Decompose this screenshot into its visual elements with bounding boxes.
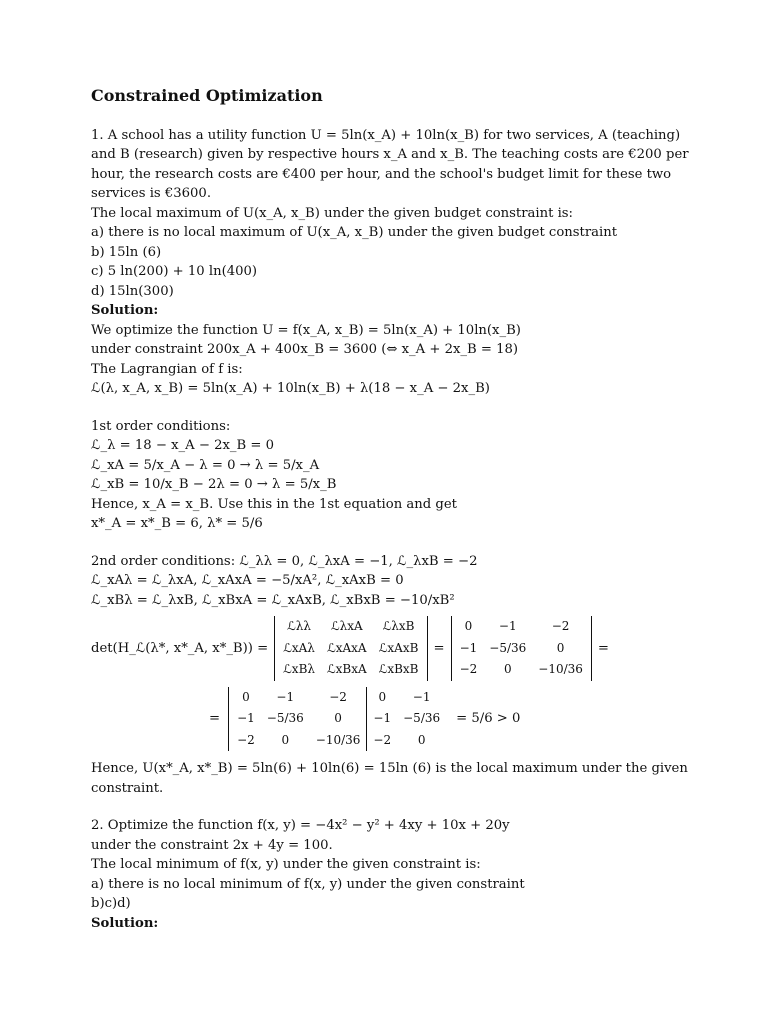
q2-line: under the constraint 2x + 4y = 100. bbox=[91, 837, 333, 853]
q2-options-bcd: b)c)d) bbox=[91, 896, 131, 911]
q2-option-a: a) there is no local minimum of f(x, y) under the given constraint bbox=[91, 876, 525, 892]
matrix-cell: 0 bbox=[310, 708, 367, 730]
solution-line: We optimize the function U = f(x_A, x_B) = 5ln(x_A) + 10ln(x_B) bbox=[91, 322, 521, 338]
det-result: = 5/6 > 0 bbox=[456, 711, 521, 726]
q2-line: The local minimum of f(x, y) under the given constraint is: bbox=[91, 857, 481, 872]
q1-line: 1. A school has a utility function U = 5ln(x_A) + 10ln(x_B) for two services, A (teaching) bbox=[91, 127, 681, 143]
equation-line: x*_A = x*_B = 6, λ* = 5/6 bbox=[91, 516, 263, 531]
question-1 bbox=[91, 126, 691, 799]
q1-line: The local maximum of U(x_A, x_B) under the given budget constraint is: bbox=[91, 205, 574, 221]
equation-line: ℒ_xBλ = ℒ_λxB, ℒ_xBxA = ℒ_xAxB, ℒ_xBxB = −10/xB² bbox=[91, 592, 455, 608]
numeric-matrix-repeat bbox=[228, 687, 448, 752]
matrix-cell: ℒxBxA bbox=[327, 662, 367, 676]
hessian-determinant bbox=[91, 616, 691, 681]
matrix-cell: 0 bbox=[281, 732, 290, 747]
symbolic-matrix bbox=[274, 616, 427, 681]
q2-line: 2. Optimize the function f(x, y) = −4x² − y² + 4xy + 10x + 20y bbox=[91, 818, 510, 833]
q1-option-a: a) there is no local maximum of U(x_A, x_B) under the given budget constraint bbox=[91, 225, 617, 240]
q1-option-b: b) 15ln (6) bbox=[91, 244, 162, 260]
section-heading: 1st order conditions: bbox=[91, 418, 231, 434]
document-page bbox=[91, 86, 691, 933]
matrix-cell: 0 bbox=[417, 732, 426, 747]
matrix-cell: −2 bbox=[551, 619, 570, 633]
matrix-cell: 0 bbox=[464, 619, 473, 633]
matrix-cell: −5/36 bbox=[403, 711, 441, 725]
equals-sign: = bbox=[597, 640, 609, 656]
matrix-cell: ℒλxA bbox=[330, 619, 363, 633]
solution-line: under constraint 200x_A + 400x_B = 3600 (⇔ x_A + 2x_B = 18) bbox=[91, 342, 519, 357]
q2-solution-label: Solution: bbox=[91, 915, 159, 931]
matrix-cell: −2 bbox=[373, 732, 392, 747]
first-order-conditions bbox=[91, 417, 691, 534]
equation-line: 2nd order conditions: ℒ_λλ = 0, ℒ_λxA = −1, ℒ_λxB = −2 bbox=[91, 553, 478, 569]
det-label: det(H_ℒ(λ*, x*_A, x*_B)) = bbox=[91, 640, 269, 656]
equals-sign: = bbox=[209, 711, 221, 726]
matrix-cell: ℒxAxB bbox=[378, 640, 419, 655]
q1-option-c: c) 5 ln(200) + 10 ln(400) bbox=[91, 264, 258, 279]
matrix-cell: ℒxBxB bbox=[378, 662, 419, 676]
matrix-cell: 0 bbox=[242, 689, 250, 704]
matrix-cell: −1 bbox=[237, 711, 255, 725]
matrix-cell: −2 bbox=[237, 732, 255, 747]
second-order-conditions bbox=[91, 552, 691, 611]
q1-line: and B (research) given by respective hours x_A and x_B. The teaching costs are €200 per bbox=[91, 147, 689, 162]
matrix-cell: −5/36 bbox=[489, 640, 527, 655]
equals-sign: = bbox=[433, 640, 445, 656]
matrix-cell: −2 bbox=[459, 662, 478, 676]
matrix-cell: 0 bbox=[556, 640, 565, 655]
matrix-cell: ℒxAλ bbox=[283, 640, 315, 655]
equation-line: ℒ_xB = 10/x_B − 2λ = 0 → λ = 5/x_B bbox=[91, 477, 337, 492]
q1-option-d: d) 15ln(300) bbox=[91, 283, 174, 299]
equation-line: ℒ_xA = 5/x_A − λ = 0 → λ = 5/x_A bbox=[91, 457, 320, 473]
matrix-cell: ℒxAxA bbox=[327, 640, 367, 655]
equation-line: Hence, x_A = x_B. Use this in the 1st equation and get bbox=[91, 496, 457, 512]
matrix-cell: ℒλxB bbox=[382, 619, 415, 633]
q1-solution-label: Solution: bbox=[91, 303, 159, 318]
q1-line: hour, the research costs are €400 per hour, and the school's budget limit for these two bbox=[91, 166, 672, 182]
matrix-cell: −1 bbox=[276, 689, 295, 704]
equation-line: ℒ_λ = 18 − x_A − 2x_B = 0 bbox=[91, 438, 275, 453]
sarrus-expansion bbox=[209, 687, 691, 752]
solution-line: The Lagrangian of f is: bbox=[91, 361, 243, 377]
q1-line: services is €3600. bbox=[91, 186, 212, 201]
matrix-cell: −5/36 bbox=[266, 711, 304, 725]
matrix-cell: −10/36 bbox=[538, 662, 583, 676]
matrix-cell: −1 bbox=[498, 619, 517, 633]
question-2 bbox=[91, 816, 691, 933]
matrix-cell: ℒλλ bbox=[287, 619, 311, 633]
matrix-cell: ℒxBλ bbox=[283, 662, 315, 676]
matrix-cell: −1 bbox=[412, 689, 431, 704]
page-title: Constrained Optimization bbox=[91, 86, 323, 105]
matrix-cell: −2 bbox=[310, 687, 367, 709]
lagrangian-line: ℒ(λ, x_A, x_B) = 5ln(x_A) + 10ln(x_B) + λ(18 − x_A − 2x_B) bbox=[91, 381, 490, 396]
matrix-cell: 0 bbox=[378, 689, 387, 704]
numeric-matrix bbox=[451, 616, 592, 681]
matrix-cell: 0 bbox=[503, 662, 512, 676]
matrix-cell: −1 bbox=[373, 711, 392, 725]
equation-line: ℒ_xAλ = ℒ_λxA, ℒ_xAxA = −5/xA², ℒ_xAxB = 0 bbox=[91, 573, 404, 588]
matrix-cell: −1 bbox=[459, 640, 478, 655]
conclusion-line: constraint. bbox=[91, 780, 164, 796]
matrix-cell: −10/36 bbox=[310, 730, 367, 752]
conclusion-line: Hence, U(x*_A, x*_B) = 5ln(6) + 10ln(6) = 15ln (6) is the local maximum under the given bbox=[91, 761, 688, 776]
